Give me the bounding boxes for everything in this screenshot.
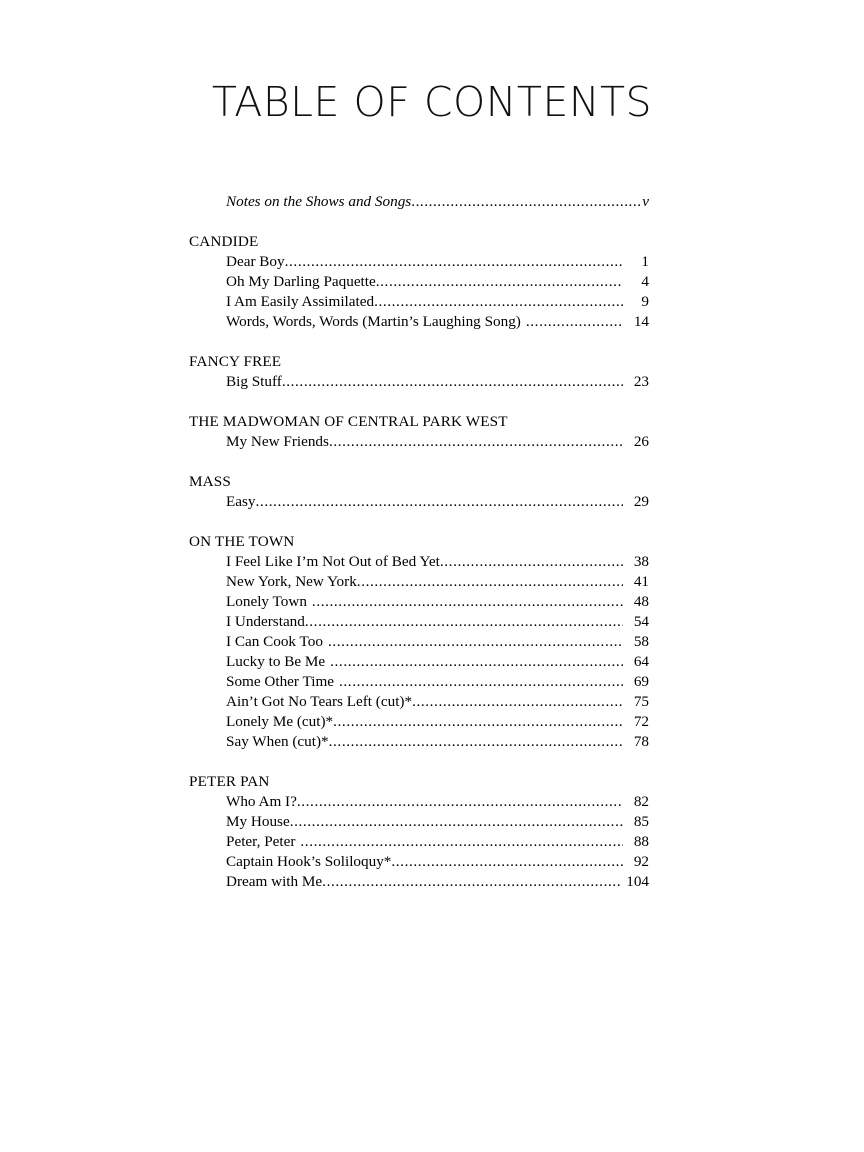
toc-entry-page: 26 (633, 433, 649, 450)
toc-entry-page: 4 (641, 273, 649, 290)
toc-entry-label: I Feel Like I’m Not Out of Bed Yet (226, 553, 440, 570)
spacer (189, 332, 649, 352)
toc-entry[interactable] (189, 852, 649, 872)
toc-entry-page: 92 (633, 853, 649, 870)
toc-entry-label: Lonely Me (cut)* (226, 713, 334, 730)
dot-leader (440, 554, 623, 569)
toc-entry[interactable] (189, 652, 649, 672)
toc-entry-label: I Can Cook Too (226, 633, 323, 650)
toc-entry-label: Say When (cut)* (226, 733, 329, 750)
toc-entry[interactable] (189, 692, 649, 712)
toc-entry[interactable] (189, 732, 649, 752)
toc-entry-page: 48 (633, 593, 649, 610)
dot-leader (376, 274, 623, 289)
spacer (189, 752, 649, 772)
toc-entry[interactable] (189, 552, 649, 572)
toc-entry[interactable] (189, 592, 649, 612)
toc-entry[interactable] (189, 632, 649, 652)
toc-entry-page: 64 (633, 653, 649, 670)
toc-section-heading: THE MADWOMAN OF CENTRAL PARK WEST (189, 413, 508, 430)
toc-entry-label: Easy (226, 493, 256, 510)
toc-entry-label: Captain Hook’s Soliloquy* (226, 853, 392, 870)
toc-entry-front-matter[interactable] (189, 192, 649, 212)
toc-entry-page: 38 (633, 553, 649, 570)
toc-entry-page: 41 (633, 573, 649, 590)
dot-leader (391, 854, 623, 869)
toc-entry-page: 88 (633, 833, 649, 850)
dot-leader (329, 434, 623, 449)
toc-entry[interactable] (189, 612, 649, 632)
toc-entry-page: 23 (633, 373, 649, 390)
toc-entry-label: Some Other Time (226, 673, 335, 690)
toc-entry-page: 58 (633, 633, 649, 650)
toc-entry-label: Words, Words, Words (Martin’s Laughing Song) (226, 313, 521, 330)
toc-entry[interactable] (189, 272, 649, 292)
toc-entry-label: Notes on the Shows and Songs (226, 193, 412, 210)
toc-entry-label: Lucky to Be Me (226, 653, 326, 670)
toc-sections (189, 232, 649, 892)
spacer (189, 452, 649, 472)
toc-entry[interactable] (189, 292, 649, 312)
toc-entry-label: Big Stuff (226, 373, 282, 390)
spacer (189, 392, 649, 412)
toc-entry-page: 69 (633, 673, 649, 690)
toc-entry-label: Ain’t Got No Tears Left (cut)* (226, 693, 413, 710)
toc-section-heading: MASS (189, 473, 231, 490)
toc-entry-label: Who Am I? (226, 793, 297, 810)
toc-entry[interactable] (189, 712, 649, 732)
dot-leader (329, 734, 623, 749)
dot-leader (312, 594, 623, 609)
dot-leader (322, 874, 622, 889)
toc-section-heading: ON THE TOWN (189, 533, 295, 550)
dot-leader (328, 634, 623, 649)
toc-entry[interactable] (189, 432, 649, 452)
toc-section-heading: CANDIDE (189, 233, 259, 250)
toc-entry-page: 14 (633, 313, 649, 330)
toc-entry[interactable] (189, 252, 649, 272)
dot-leader (300, 834, 623, 849)
toc-entry-label: Lonely Town (226, 593, 307, 610)
toc-entry-label: My New Friends (226, 433, 329, 450)
toc-entry[interactable] (189, 312, 649, 332)
dot-leader (374, 294, 623, 309)
toc-entry-label: Peter, Peter (226, 833, 296, 850)
dot-leader (290, 814, 623, 829)
dot-leader (411, 194, 642, 209)
toc-section-heading: FANCY FREE (189, 353, 282, 370)
dot-leader (282, 374, 623, 389)
dot-leader (339, 674, 623, 689)
toc-entry-page: 104 (626, 873, 649, 890)
toc-entry-page: 72 (633, 713, 649, 730)
toc-entry-page: 1 (641, 253, 649, 270)
toc-entry[interactable] (189, 572, 649, 592)
toc-section-heading: PETER PAN (189, 773, 270, 790)
toc-entry-label: I Am Easily Assimilated (226, 293, 375, 310)
toc-entry-page: 85 (633, 813, 649, 830)
toc-entry[interactable] (189, 872, 649, 892)
toc-entry-label: I Understand (226, 613, 305, 630)
page-title: TABLE OF CONTENTS (211, 78, 653, 126)
dot-leader (357, 574, 623, 589)
dot-leader (412, 694, 623, 709)
toc-list (189, 192, 649, 892)
toc-entry-label: Oh My Darling Paquette (226, 273, 376, 290)
toc-entry[interactable] (189, 812, 649, 832)
toc-entry[interactable] (189, 372, 649, 392)
toc-entry-label: Dream with Me (226, 873, 323, 890)
spacer (189, 212, 649, 232)
dot-leader (285, 254, 623, 269)
toc-entry-page: v (642, 193, 649, 210)
toc-entry-label: Dear Boy (226, 253, 285, 270)
toc-entry-label: New York, New York (226, 573, 357, 590)
dot-leader (526, 314, 623, 329)
dot-leader (256, 494, 623, 509)
toc-entry[interactable] (189, 832, 649, 852)
spacer (189, 512, 649, 532)
dot-leader (297, 794, 623, 809)
toc-entry[interactable] (189, 492, 649, 512)
dot-leader (305, 614, 623, 629)
toc-entry[interactable] (189, 672, 649, 692)
toc-entry-page: 29 (633, 493, 649, 510)
toc-entry-page: 9 (641, 293, 649, 310)
toc-entry[interactable] (189, 792, 649, 812)
toc-entry-page: 78 (633, 733, 649, 750)
toc-entry-page: 54 (633, 613, 649, 630)
toc-entry-page: 82 (633, 793, 649, 810)
dot-leader (333, 714, 623, 729)
dot-leader (330, 654, 623, 669)
toc-entry-page: 75 (633, 693, 649, 710)
toc-entry-label: My House (226, 813, 290, 830)
